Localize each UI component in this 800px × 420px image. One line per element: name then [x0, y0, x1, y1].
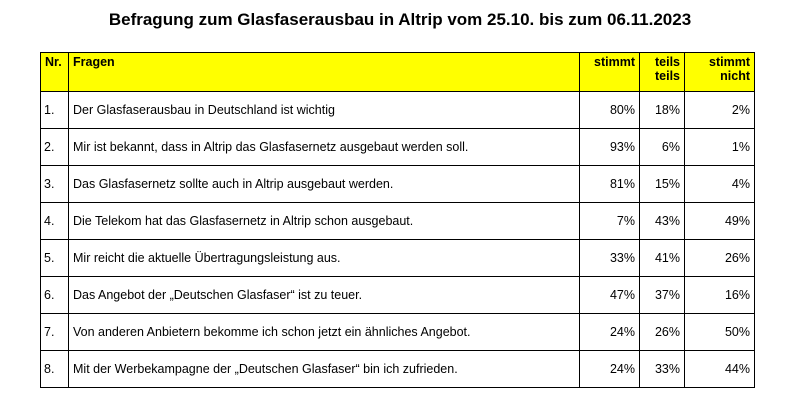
header-stimmt-nicht-line-1: stimmt: [709, 55, 750, 69]
row-stimmt: 47%: [580, 277, 640, 314]
row-question: Der Glasfaserausbau in Deutschland ist wichtig: [69, 92, 580, 129]
row-stimmt: 80%: [580, 92, 640, 129]
row-nicht: 26%: [685, 240, 755, 277]
table-row: [41, 277, 755, 314]
table-row: [41, 203, 755, 240]
header-stimmt: stimmt: [580, 53, 640, 92]
row-number: 4.: [41, 203, 69, 240]
table-row: [41, 92, 755, 129]
header-teils-line-2: teils: [654, 69, 680, 83]
table-row: [41, 166, 755, 203]
table-row: [41, 129, 755, 166]
row-number: 7.: [41, 314, 69, 351]
header-stimmt-nicht-line-2: nicht: [720, 69, 750, 83]
header-row: [41, 53, 755, 92]
header-teils: [640, 53, 685, 92]
row-teils: 43%: [640, 203, 685, 240]
row-question: Mir ist bekannt, dass in Altrip das Glasfasernetz ausgebaut werden soll.: [69, 129, 580, 166]
row-nicht: 2%: [685, 92, 755, 129]
row-stimmt: 33%: [580, 240, 640, 277]
header-teils-line-1: teils: [654, 55, 680, 69]
header-fragen: Fragen: [69, 53, 580, 92]
header-stimmt-nicht: [685, 53, 755, 92]
row-number: 8.: [41, 351, 69, 388]
row-question: Die Telekom hat das Glasfasernetz in Altrip schon ausgebaut.: [69, 203, 580, 240]
survey-table: [40, 52, 755, 388]
row-question: Von anderen Anbietern bekomme ich schon jetzt ein ähnliches Angebot.: [69, 314, 580, 351]
row-teils: 26%: [640, 314, 685, 351]
row-question: Das Glasfasernetz sollte auch in Altrip ausgebaut werden.: [69, 166, 580, 203]
row-nicht: 1%: [685, 129, 755, 166]
row-number: 1.: [41, 92, 69, 129]
row-stimmt: 24%: [580, 314, 640, 351]
row-nicht: 4%: [685, 166, 755, 203]
row-number: 3.: [41, 166, 69, 203]
row-teils: 6%: [640, 129, 685, 166]
row-number: 6.: [41, 277, 69, 314]
page-title: Befragung zum Glasfaserausbau in Altrip vom 25.10. bis zum 06.11.2023: [108, 10, 692, 29]
row-number: 5.: [41, 240, 69, 277]
row-nicht: 50%: [685, 314, 755, 351]
row-number: 2.: [41, 129, 69, 166]
row-stimmt: 24%: [580, 351, 640, 388]
row-nicht: 49%: [685, 203, 755, 240]
row-stimmt: 93%: [580, 129, 640, 166]
row-question: Mit der Werbekampagne der „Deutschen Glasfaser“ bin ich zufrieden.: [69, 351, 580, 388]
row-teils: 41%: [640, 240, 685, 277]
row-stimmt: 7%: [580, 203, 640, 240]
row-stimmt: 81%: [580, 166, 640, 203]
row-nicht: 16%: [685, 277, 755, 314]
row-teils: 18%: [640, 92, 685, 129]
row-nicht: 44%: [685, 351, 755, 388]
row-question: Mir reicht die aktuelle Übertragungsleistung aus.: [69, 240, 580, 277]
table-row: [41, 351, 755, 388]
header-nr: Nr.: [41, 53, 69, 92]
table-row: [41, 240, 755, 277]
row-teils: 15%: [640, 166, 685, 203]
row-teils: 37%: [640, 277, 685, 314]
row-question: Das Angebot der „Deutschen Glasfaser“ ist zu teuer.: [69, 277, 580, 314]
table-row: [41, 314, 755, 351]
row-teils: 33%: [640, 351, 685, 388]
